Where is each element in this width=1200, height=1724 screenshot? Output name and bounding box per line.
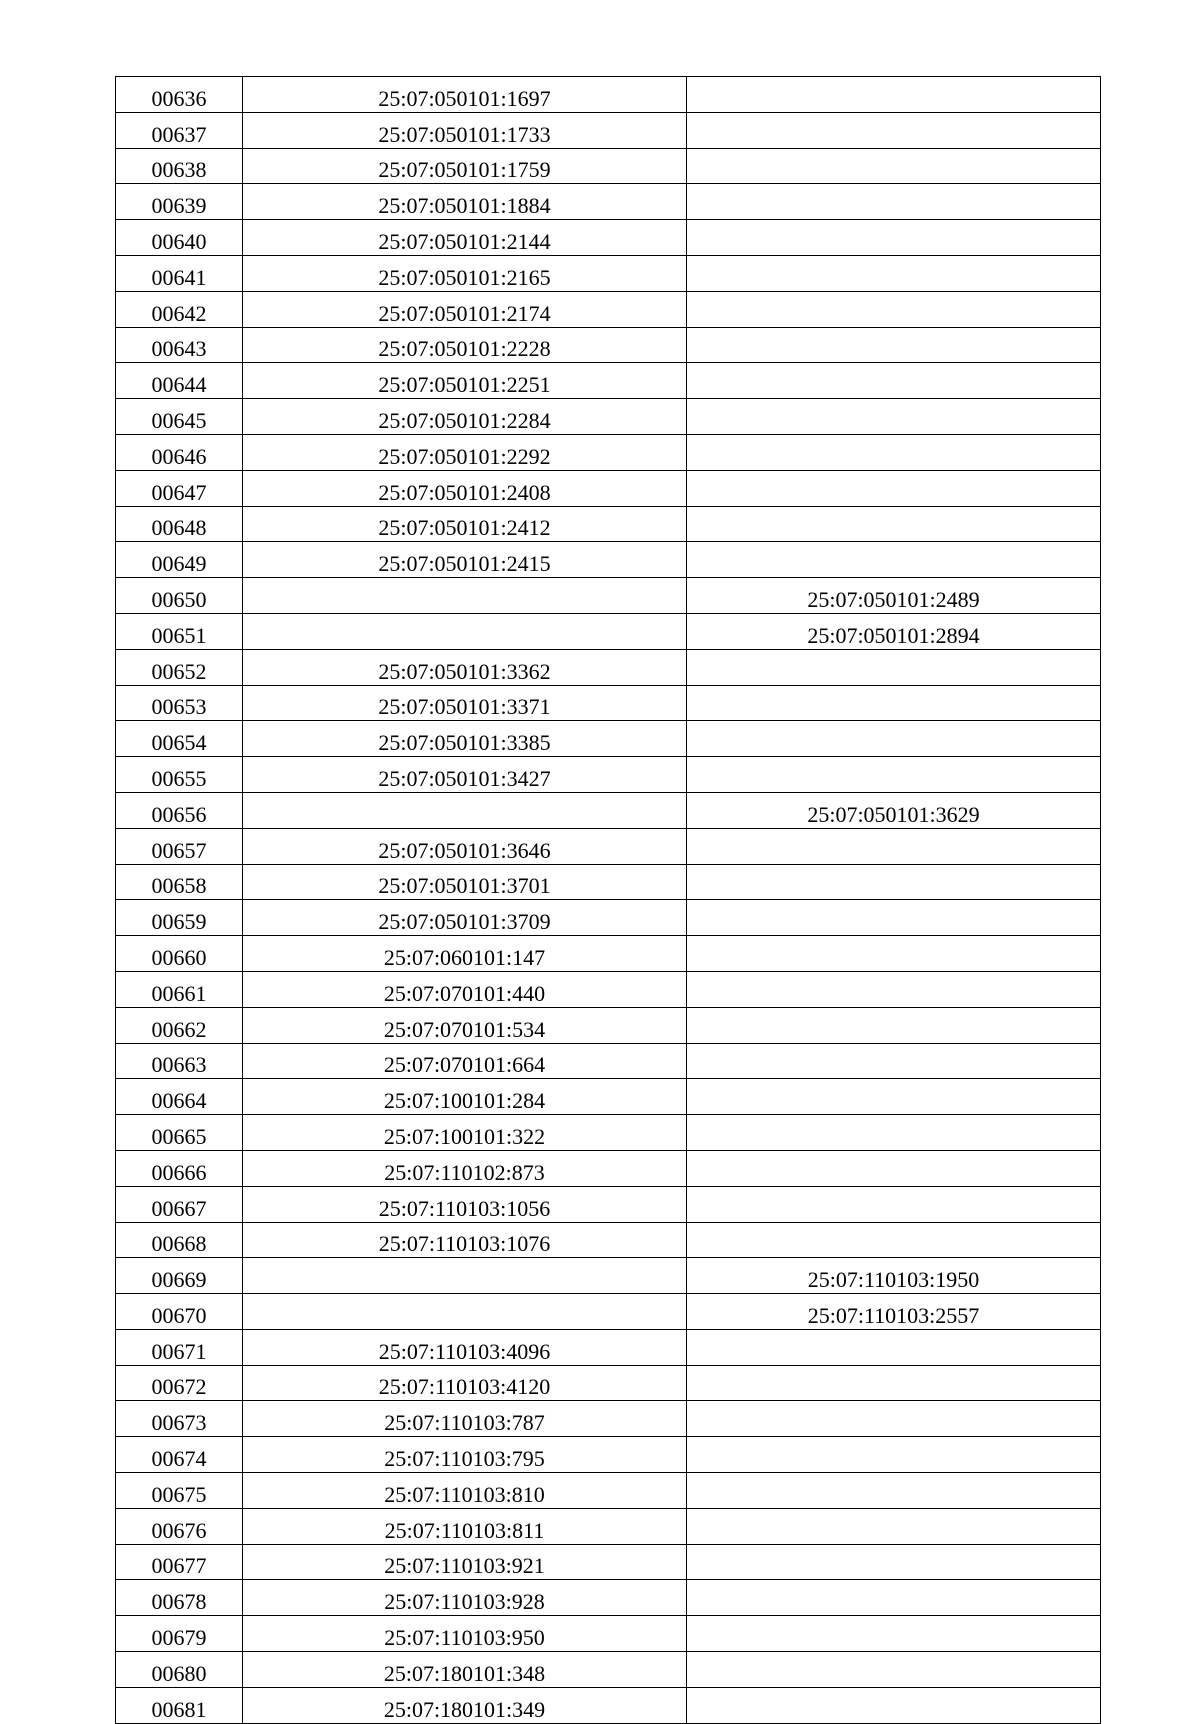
- row-number-cell: 00679: [116, 1616, 243, 1652]
- row-number-cell: 00643: [116, 327, 243, 363]
- cadastral-number-cell: [243, 1258, 687, 1294]
- cadastral-number-cell: [243, 578, 687, 614]
- alternate-cadastral-number-cell: [687, 936, 1101, 972]
- cadastral-number-cell: [243, 1294, 687, 1330]
- table-row: [116, 1508, 1101, 1544]
- row-number-cell: 00678: [116, 1580, 243, 1616]
- cadastral-number-cell: 25:07:050101:2228: [243, 327, 687, 363]
- alternate-cadastral-number-cell: [687, 1365, 1101, 1401]
- row-number-cell: 00672: [116, 1365, 243, 1401]
- row-number-cell: 00637: [116, 112, 243, 148]
- cadastral-number-cell: 25:07:110102:873: [243, 1150, 687, 1186]
- table-row: [116, 148, 1101, 184]
- alternate-cadastral-number-cell: [687, 757, 1101, 793]
- cadastral-number-cell: 25:07:050101:2165: [243, 255, 687, 291]
- alternate-cadastral-number-cell: 25:07:110103:2557: [687, 1294, 1101, 1330]
- table-row: [116, 1043, 1101, 1079]
- table-row: [116, 220, 1101, 256]
- table-row: [116, 399, 1101, 435]
- table-row: [116, 434, 1101, 470]
- alternate-cadastral-number-cell: [687, 1687, 1101, 1723]
- alternate-cadastral-number-cell: [687, 721, 1101, 757]
- table-row: [116, 1544, 1101, 1580]
- alternate-cadastral-number-cell: [687, 399, 1101, 435]
- alternate-cadastral-number-cell: [687, 220, 1101, 256]
- cadastral-number-cell: 25:07:050101:2408: [243, 470, 687, 506]
- row-number-cell: 00658: [116, 864, 243, 900]
- cadastral-number-cell: 25:07:050101:3701: [243, 864, 687, 900]
- table-row: [116, 971, 1101, 1007]
- table-row: [116, 1401, 1101, 1437]
- row-number-cell: 00648: [116, 506, 243, 542]
- alternate-cadastral-number-cell: [687, 685, 1101, 721]
- row-number-cell: 00638: [116, 148, 243, 184]
- table-row: [116, 184, 1101, 220]
- cadastral-number-cell: 25:07:110103:950: [243, 1616, 687, 1652]
- alternate-cadastral-number-cell: [687, 828, 1101, 864]
- cadastral-number-cell: 25:07:100101:322: [243, 1115, 687, 1151]
- alternate-cadastral-number-cell: [687, 1616, 1101, 1652]
- row-number-cell: 00657: [116, 828, 243, 864]
- alternate-cadastral-number-cell: [687, 291, 1101, 327]
- cadastral-number-cell: 25:07:110103:810: [243, 1473, 687, 1509]
- alternate-cadastral-number-cell: [687, 1079, 1101, 1115]
- table-row: [116, 1580, 1101, 1616]
- row-number-cell: 00642: [116, 291, 243, 327]
- alternate-cadastral-number-cell: [687, 434, 1101, 470]
- row-number-cell: 00681: [116, 1687, 243, 1723]
- row-number-cell: 00644: [116, 363, 243, 399]
- cadastral-number-cell: 25:07:050101:3362: [243, 649, 687, 685]
- row-number-cell: 00655: [116, 757, 243, 793]
- alternate-cadastral-number-cell: [687, 1508, 1101, 1544]
- alternate-cadastral-number-cell: [687, 363, 1101, 399]
- row-number-cell: 00640: [116, 220, 243, 256]
- cadastral-number-cell: 25:07:110103:1076: [243, 1222, 687, 1258]
- cadastral-number-cell: 25:07:050101:1733: [243, 112, 687, 148]
- table-row: [116, 1294, 1101, 1330]
- alternate-cadastral-number-cell: [687, 255, 1101, 291]
- row-number-cell: 00668: [116, 1222, 243, 1258]
- table-row: [116, 291, 1101, 327]
- cadastral-number-cell: 25:07:110103:1056: [243, 1186, 687, 1222]
- table-row: [116, 327, 1101, 363]
- table-row: [116, 542, 1101, 578]
- alternate-cadastral-number-cell: [687, 1222, 1101, 1258]
- table-row: [116, 112, 1101, 148]
- cadastral-number-cell: 25:07:110103:4120: [243, 1365, 687, 1401]
- cadastral-number-cell: 25:07:050101:2144: [243, 220, 687, 256]
- cadastral-number-cell: 25:07:050101:2412: [243, 506, 687, 542]
- cadastral-number-cell: 25:07:060101:147: [243, 936, 687, 972]
- alternate-cadastral-number-cell: [687, 148, 1101, 184]
- row-number-cell: 00670: [116, 1294, 243, 1330]
- alternate-cadastral-number-cell: [687, 506, 1101, 542]
- alternate-cadastral-number-cell: [687, 1437, 1101, 1473]
- row-number-cell: 00677: [116, 1544, 243, 1580]
- cadastral-number-cell: 25:07:050101:3709: [243, 900, 687, 936]
- row-number-cell: 00669: [116, 1258, 243, 1294]
- cadastral-number-cell: 25:07:050101:1884: [243, 184, 687, 220]
- alternate-cadastral-number-cell: [687, 971, 1101, 1007]
- cadastral-number-cell: 25:07:110103:4096: [243, 1329, 687, 1365]
- table-row: [116, 828, 1101, 864]
- row-number-cell: 00641: [116, 255, 243, 291]
- row-number-cell: 00675: [116, 1473, 243, 1509]
- row-number-cell: 00665: [116, 1115, 243, 1151]
- cadastral-number-cell: 25:07:050101:3427: [243, 757, 687, 793]
- cadastral-number-table: [115, 76, 1101, 1724]
- table-row: [116, 649, 1101, 685]
- cadastral-number-cell: [243, 613, 687, 649]
- alternate-cadastral-number-cell: [687, 1401, 1101, 1437]
- table-row: [116, 1473, 1101, 1509]
- row-number-cell: 00662: [116, 1007, 243, 1043]
- table-row: [116, 1079, 1101, 1115]
- cadastral-number-cell: 25:07:050101:3371: [243, 685, 687, 721]
- table-row: [116, 1365, 1101, 1401]
- cadastral-number-cell: 25:07:050101:2174: [243, 291, 687, 327]
- alternate-cadastral-number-cell: [687, 112, 1101, 148]
- alternate-cadastral-number-cell: [687, 1115, 1101, 1151]
- row-number-cell: 00639: [116, 184, 243, 220]
- cadastral-number-cell: 25:07:070101:664: [243, 1043, 687, 1079]
- cadastral-number-cell: 25:07:110103:811: [243, 1508, 687, 1544]
- cadastral-number-cell: 25:07:110103:928: [243, 1580, 687, 1616]
- alternate-cadastral-number-cell: [687, 1329, 1101, 1365]
- alternate-cadastral-number-cell: 25:07:050101:2894: [687, 613, 1101, 649]
- row-number-cell: 00660: [116, 936, 243, 972]
- row-number-cell: 00656: [116, 792, 243, 828]
- table-row: [116, 506, 1101, 542]
- table-row: [116, 1186, 1101, 1222]
- cadastral-number-cell: 25:07:050101:2251: [243, 363, 687, 399]
- alternate-cadastral-number-cell: [687, 1007, 1101, 1043]
- table-row: [116, 685, 1101, 721]
- table-row: [116, 470, 1101, 506]
- alternate-cadastral-number-cell: [687, 1544, 1101, 1580]
- table-row: [116, 900, 1101, 936]
- row-number-cell: 00650: [116, 578, 243, 614]
- row-number-cell: 00652: [116, 649, 243, 685]
- row-number-cell: 00673: [116, 1401, 243, 1437]
- row-number-cell: 00647: [116, 470, 243, 506]
- alternate-cadastral-number-cell: [687, 649, 1101, 685]
- cadastral-number-cell: [243, 792, 687, 828]
- row-number-cell: 00651: [116, 613, 243, 649]
- cadastral-number-cell: 25:07:100101:284: [243, 1079, 687, 1115]
- cadastral-number-cell: 25:07:110103:921: [243, 1544, 687, 1580]
- cadastral-number-cell: 25:07:180101:349: [243, 1687, 687, 1723]
- table-row: [116, 1687, 1101, 1723]
- row-number-cell: 00649: [116, 542, 243, 578]
- table-row: [116, 721, 1101, 757]
- table-row: [116, 1437, 1101, 1473]
- alternate-cadastral-number-cell: [687, 1580, 1101, 1616]
- cadastral-number-cell: 25:07:050101:1759: [243, 148, 687, 184]
- alternate-cadastral-number-cell: 25:07:050101:3629: [687, 792, 1101, 828]
- row-number-cell: 00646: [116, 434, 243, 470]
- cadastral-number-cell: 25:07:070101:534: [243, 1007, 687, 1043]
- cadastral-number-cell: 25:07:050101:2415: [243, 542, 687, 578]
- cadastral-number-cell: 25:07:070101:440: [243, 971, 687, 1007]
- table-body: [116, 77, 1101, 1724]
- alternate-cadastral-number-cell: [687, 470, 1101, 506]
- alternate-cadastral-number-cell: [687, 184, 1101, 220]
- alternate-cadastral-number-cell: [687, 77, 1101, 113]
- alternate-cadastral-number-cell: [687, 1473, 1101, 1509]
- table-row: [116, 1616, 1101, 1652]
- table-row: [116, 1007, 1101, 1043]
- row-number-cell: 00645: [116, 399, 243, 435]
- row-number-cell: 00654: [116, 721, 243, 757]
- table-row: [116, 578, 1101, 614]
- table-row: [116, 77, 1101, 113]
- alternate-cadastral-number-cell: [687, 1043, 1101, 1079]
- cadastral-number-cell: 25:07:110103:787: [243, 1401, 687, 1437]
- table-row: [116, 363, 1101, 399]
- alternate-cadastral-number-cell: [687, 1150, 1101, 1186]
- cadastral-number-cell: 25:07:050101:3646: [243, 828, 687, 864]
- row-number-cell: 00636: [116, 77, 243, 113]
- cadastral-number-cell: 25:07:180101:348: [243, 1652, 687, 1688]
- table-row: [116, 1115, 1101, 1151]
- alternate-cadastral-number-cell: 25:07:110103:1950: [687, 1258, 1101, 1294]
- alternate-cadastral-number-cell: [687, 864, 1101, 900]
- row-number-cell: 00680: [116, 1652, 243, 1688]
- table-row: [116, 1150, 1101, 1186]
- table-row: [116, 792, 1101, 828]
- table-row: [116, 757, 1101, 793]
- alternate-cadastral-number-cell: [687, 327, 1101, 363]
- row-number-cell: 00653: [116, 685, 243, 721]
- row-number-cell: 00664: [116, 1079, 243, 1115]
- row-number-cell: 00671: [116, 1329, 243, 1365]
- table-row: [116, 936, 1101, 972]
- alternate-cadastral-number-cell: [687, 542, 1101, 578]
- row-number-cell: 00661: [116, 971, 243, 1007]
- alternate-cadastral-number-cell: [687, 1186, 1101, 1222]
- table-row: [116, 1652, 1101, 1688]
- row-number-cell: 00676: [116, 1508, 243, 1544]
- row-number-cell: 00667: [116, 1186, 243, 1222]
- alternate-cadastral-number-cell: 25:07:050101:2489: [687, 578, 1101, 614]
- table-row: [116, 613, 1101, 649]
- row-number-cell: 00663: [116, 1043, 243, 1079]
- alternate-cadastral-number-cell: [687, 900, 1101, 936]
- row-number-cell: 00659: [116, 900, 243, 936]
- cadastral-number-cell: 25:07:050101:3385: [243, 721, 687, 757]
- table-row: [116, 864, 1101, 900]
- alternate-cadastral-number-cell: [687, 1652, 1101, 1688]
- row-number-cell: 00674: [116, 1437, 243, 1473]
- table-row: [116, 255, 1101, 291]
- table-row: [116, 1329, 1101, 1365]
- cadastral-number-cell: 25:07:050101:2292: [243, 434, 687, 470]
- row-number-cell: 00666: [116, 1150, 243, 1186]
- table-row: [116, 1258, 1101, 1294]
- table-row: [116, 1222, 1101, 1258]
- cadastral-number-cell: 25:07:050101:1697: [243, 77, 687, 113]
- cadastral-number-cell: 25:07:110103:795: [243, 1437, 687, 1473]
- cadastral-number-cell: 25:07:050101:2284: [243, 399, 687, 435]
